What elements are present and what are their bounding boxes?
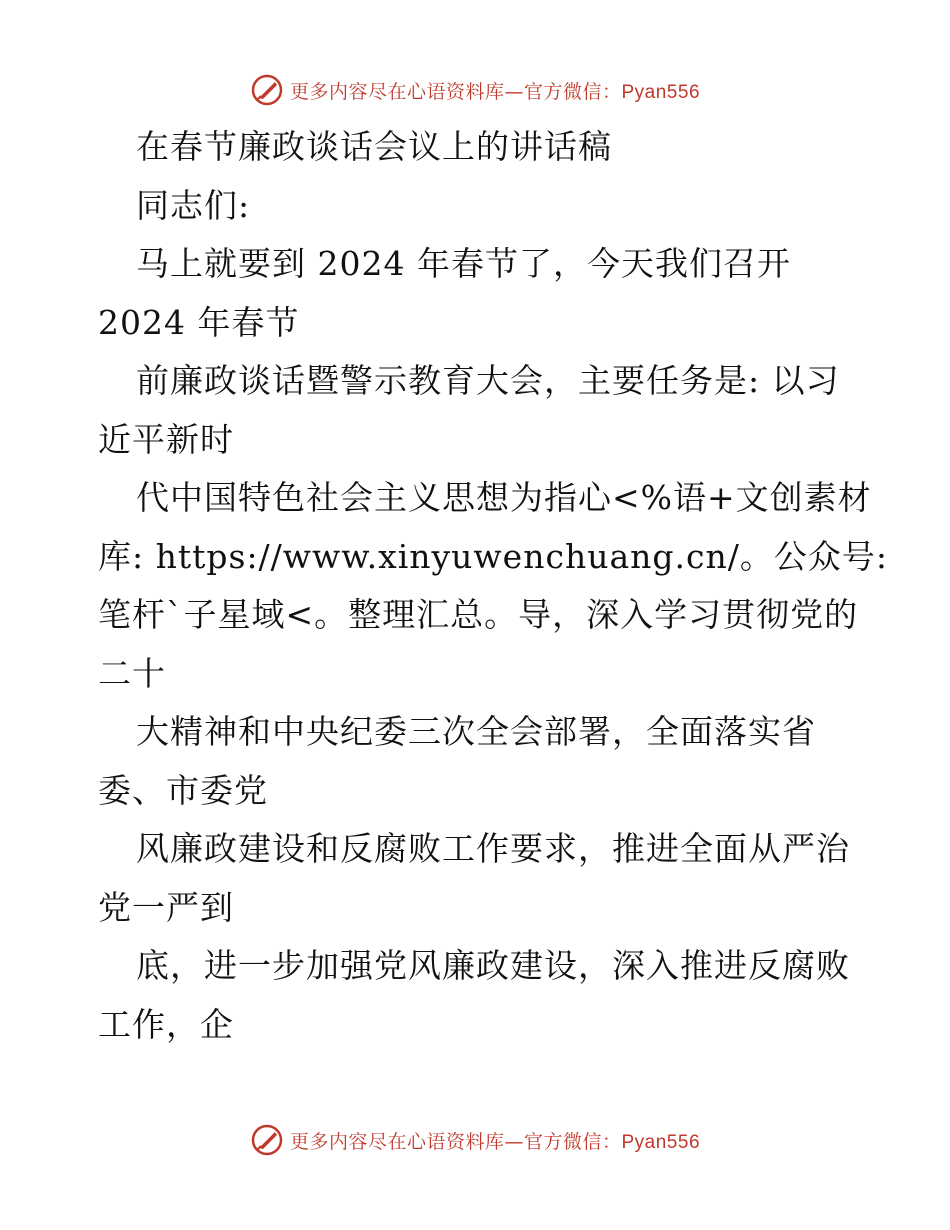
document-line: 代中国特色社会主义思想为指心<%语+文创素材	[136, 478, 872, 517]
footer-banner	[0, 1120, 950, 1160]
document-line: 在春节廉政谈话会议上的讲话稿	[136, 127, 612, 166]
feather-pen-logo-icon	[250, 1123, 284, 1157]
document-line: 前廉政谈话暨警示教育大会，主要任务是: 以习	[136, 361, 840, 400]
document-line: 委、市委党	[98, 770, 268, 810]
header-dash: —	[504, 80, 524, 103]
header-site-text: 更多内容尽在心语资料库	[289, 80, 505, 103]
document-body	[98, 118, 888, 1054]
header-banner	[0, 70, 950, 110]
footer-wechat-id: Pyan556	[621, 1131, 701, 1153]
document-line: 同志们:	[136, 185, 251, 225]
header-banner-inner	[250, 73, 700, 107]
document-line: 2024 年春节	[98, 302, 300, 342]
document-line: 二十	[98, 653, 166, 693]
document-line: 大精神和中央纪委三次全会部署，全面落实省	[136, 712, 816, 751]
footer-site-text: 更多内容尽在心语资料库	[289, 1130, 505, 1153]
document-line: 近平新时	[98, 419, 234, 459]
footer-banner-inner	[250, 1123, 700, 1157]
document-line: 马上就要到 2024 年春节了，今天我们召开	[136, 244, 791, 283]
document-line: 党一严到	[98, 887, 234, 927]
header-wechat-id: Pyan556	[621, 81, 701, 103]
header-wechat-label: 官方微信：	[523, 80, 622, 103]
document-line: 工作，企	[98, 1004, 234, 1044]
document-line: 风廉政建设和反腐败工作要求，推进全面从严治	[136, 829, 850, 868]
document-line: 底，进一步加强党风廉政建设，深入推进反腐败	[136, 946, 850, 985]
footer-wechat-label: 官方微信：	[523, 1130, 622, 1153]
header-banner-text	[290, 77, 700, 104]
document-line: 笔杆`子星域<。整理汇总。导，深入学习贯彻党的	[98, 595, 859, 634]
footer-dash: —	[504, 1130, 524, 1153]
feather-pen-logo-icon	[250, 73, 284, 107]
document-line: 库: https://www.xinyuwenchuang.cn/。公众号:	[98, 536, 888, 576]
footer-banner-text	[290, 1127, 700, 1154]
